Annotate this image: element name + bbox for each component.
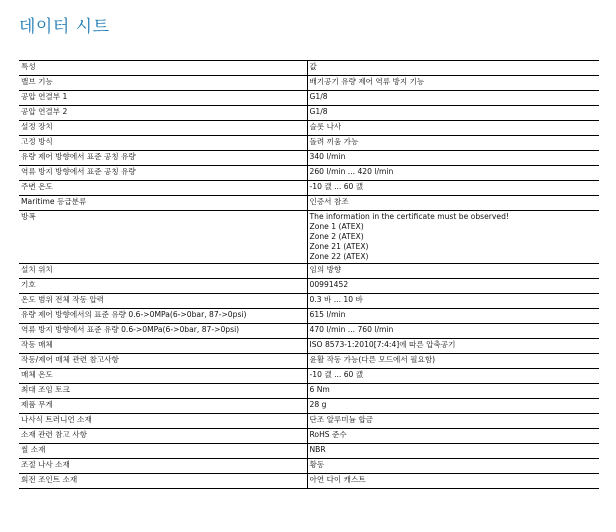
property-cell: 주변 온도	[19, 181, 307, 196]
property-cell: 유량 제어 방향에서의 표준 유량 0.6->0MPa(6->0bar, 87->0psi)	[19, 309, 307, 324]
value-cell: 윤활 작동 가능(다른 모드에서 필요함)	[307, 354, 599, 369]
table-row	[19, 354, 599, 369]
value-cell: 인증서 참조	[307, 196, 599, 211]
value-line: The information in the certificate must be observed!	[309, 212, 509, 221]
table-row	[19, 121, 599, 136]
value-cell: 340 l/min	[307, 151, 599, 166]
table-row	[19, 444, 599, 459]
property-cell: 설치 위치	[19, 264, 307, 279]
table-row	[19, 211, 599, 264]
value-cell: NBR	[307, 444, 599, 459]
value-line: Zone 22 (ATEX)	[309, 252, 369, 261]
table-row	[19, 294, 599, 309]
value-cell: 단조 알루미늄 합금	[307, 414, 599, 429]
table-body	[19, 76, 599, 489]
property-cell: 나사식 트러니언 소재	[19, 414, 307, 429]
property-cell: 최대 조임 토크	[19, 384, 307, 399]
table-header-row	[19, 61, 599, 76]
property-cell: 조절 나사 소재	[19, 459, 307, 474]
value-cell: 돌려 끼움 가능	[307, 136, 599, 151]
property-cell: 제품 무게	[19, 399, 307, 414]
table-row	[19, 76, 599, 91]
table-row	[19, 279, 599, 294]
property-cell: 방폭	[19, 211, 307, 264]
table-row	[19, 91, 599, 106]
table-row	[19, 309, 599, 324]
value-cell: 260 l/min ... 420 l/min	[307, 166, 599, 181]
value-cell: 슬롯 나사	[307, 121, 599, 136]
value-cell: 615 l/min	[307, 309, 599, 324]
value-cell: 아연 다이 캐스트	[307, 474, 599, 489]
property-cell: 밸브 기능	[19, 76, 307, 91]
value-cell: 6 Nm	[307, 384, 599, 399]
value-cell: -10 캜 ... 60 캜	[307, 181, 599, 196]
property-cell: 온도 범위 전체 작동 압력	[19, 294, 307, 309]
table-row	[19, 166, 599, 181]
table-row	[19, 181, 599, 196]
table-row	[19, 339, 599, 354]
page-title: 데이터 시트	[19, 17, 110, 37]
table-row	[19, 264, 599, 279]
value-line: Zone 21 (ATEX)	[309, 242, 369, 251]
property-cell: 고정 방식	[19, 136, 307, 151]
value-line: Zone 1 (ATEX)	[309, 222, 364, 231]
table-row	[19, 106, 599, 121]
value-cell: 00991452	[307, 279, 599, 294]
value-cell: ISO 8573-1:2010[7:4:4]에 따른 압축공기	[307, 339, 599, 354]
value-cell: RoHS 준수	[307, 429, 599, 444]
property-cell: 역류 방지 방향에서 표준 유량 0.6->0MPa(6->0bar, 87->0psi)	[19, 324, 307, 339]
value-cell	[307, 211, 599, 264]
table-row	[19, 136, 599, 151]
value-cell: 470 l/min ... 760 l/min	[307, 324, 599, 339]
property-cell: 작동 매체	[19, 339, 307, 354]
value-cell: 28 g	[307, 399, 599, 414]
property-cell: 작동/제어 매체 관련 참고사항	[19, 354, 307, 369]
property-cell: 공압 연결부 1	[19, 91, 307, 106]
header-value: 값	[307, 61, 599, 76]
table-row	[19, 429, 599, 444]
table-row	[19, 369, 599, 384]
value-cell: 배기공기 유량 제어 역류 방지 기능	[307, 76, 599, 91]
table-row	[19, 399, 599, 414]
table-row	[19, 459, 599, 474]
property-cell: 회전 조인트 소재	[21, 475, 78, 484]
table-row	[19, 151, 599, 166]
table-row	[19, 474, 599, 489]
property-cell: 공압 연결부 2	[19, 106, 307, 121]
property-cell: 유량 제어 방향에서 표준 공칭 유량	[19, 151, 307, 166]
value-cell: 0.3 바 ... 10 바	[307, 294, 599, 309]
property-cell: 설정 장치	[19, 121, 307, 136]
value-cell: G1/8	[307, 91, 599, 106]
value-line: Zone 2 (ATEX)	[309, 232, 364, 241]
value-cell: -10 캜 ... 60 캜	[307, 369, 599, 384]
datasheet-table	[19, 60, 599, 489]
property-cell: 씰 소재	[19, 444, 307, 459]
value-cell: 임의 방향	[307, 264, 599, 279]
value-cell: 황동	[307, 459, 599, 474]
property-cell: 역류 방지 방향에서 표준 공칭 유량	[19, 166, 307, 181]
table-row	[19, 196, 599, 211]
table-row	[19, 384, 599, 399]
table-row	[19, 324, 599, 339]
table-row	[19, 414, 599, 429]
property-cell: 기호	[19, 279, 307, 294]
header-property: 특성	[19, 61, 307, 76]
property-cell: 매체 온도	[19, 369, 307, 384]
property-cell: Maritime 등급분류	[19, 196, 307, 211]
property-cell: 소재 관련 참고 사항	[19, 429, 307, 444]
value-cell: G1/8	[307, 106, 599, 121]
